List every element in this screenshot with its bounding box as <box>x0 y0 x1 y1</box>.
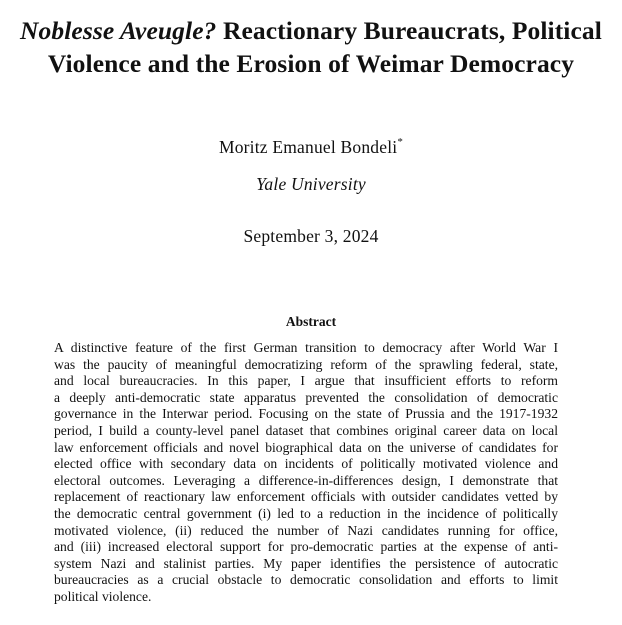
abstract-line: replacement of reactionary law enforcement officials with outsider candidates vetted by <box>54 489 558 505</box>
abstract-line: and (iii) increased electoral support for pro-democratic parties at the expense of anti- <box>54 539 558 555</box>
abstract-line: motivated violence, (ii) reduced the number of Nazi candidates running for office, <box>54 522 558 538</box>
paper-date: September 3, 2024 <box>243 226 379 246</box>
author-line <box>0 136 622 158</box>
abstract-line: A distinctive feature of the first German transition to democracy after World War I <box>54 340 558 355</box>
abstract-line: period, I build a county-level panel dataset that combines original career data on local <box>54 422 558 438</box>
abstract-line: system Nazi and stalinist parties. My paper identifies the persistence of autocratic <box>54 555 558 571</box>
author-name: Moritz Emanuel Bondeli <box>218 137 398 157</box>
author-affiliation: Yale University <box>256 174 366 194</box>
abstract-line: and local bureaucracies. In this paper, I argue that insufficient efforts to reform <box>54 373 558 389</box>
abstract-line: the democratic central government (i) led to a reduction in the incidence of politically <box>54 505 558 521</box>
abstract-line: governance in the Interwar period. Focusing on the state of Prussia and the 1917-1932 <box>54 406 558 422</box>
abstract-line: was the paucity of meaningful democratizing reform of the sprawling federal, state, <box>54 356 558 372</box>
paper-title <box>18 15 604 80</box>
author-footnote-mark[interactable]: * <box>397 136 404 149</box>
abstract-line: elected office with secondary data on incidents of politically motivated violence and <box>54 456 558 472</box>
abstract-heading: Abstract <box>285 314 337 329</box>
abstract-line: law enforcement officials and novel biographical data on the universe of candidates for <box>54 439 558 455</box>
abstract-line: bureaucracies as a crucial obstacle to democratic consolidation and efforts to limit <box>54 572 558 588</box>
abstract-line: political violence. <box>54 588 152 604</box>
title-rest: Reactionary Bureaucrats, Political Violence and the Erosion of Weimar Democracy <box>47 16 602 78</box>
title-lead: Noblesse Aveugle? <box>20 16 217 45</box>
abstract-body <box>54 340 558 606</box>
abstract-line: a deeply anti-democratic state apparatus prevented the consolidation of democratic <box>54 389 558 405</box>
abstract-line: electoral outcomes. Leveraging a difference-in-differences design, I demonstrate that <box>54 472 558 488</box>
